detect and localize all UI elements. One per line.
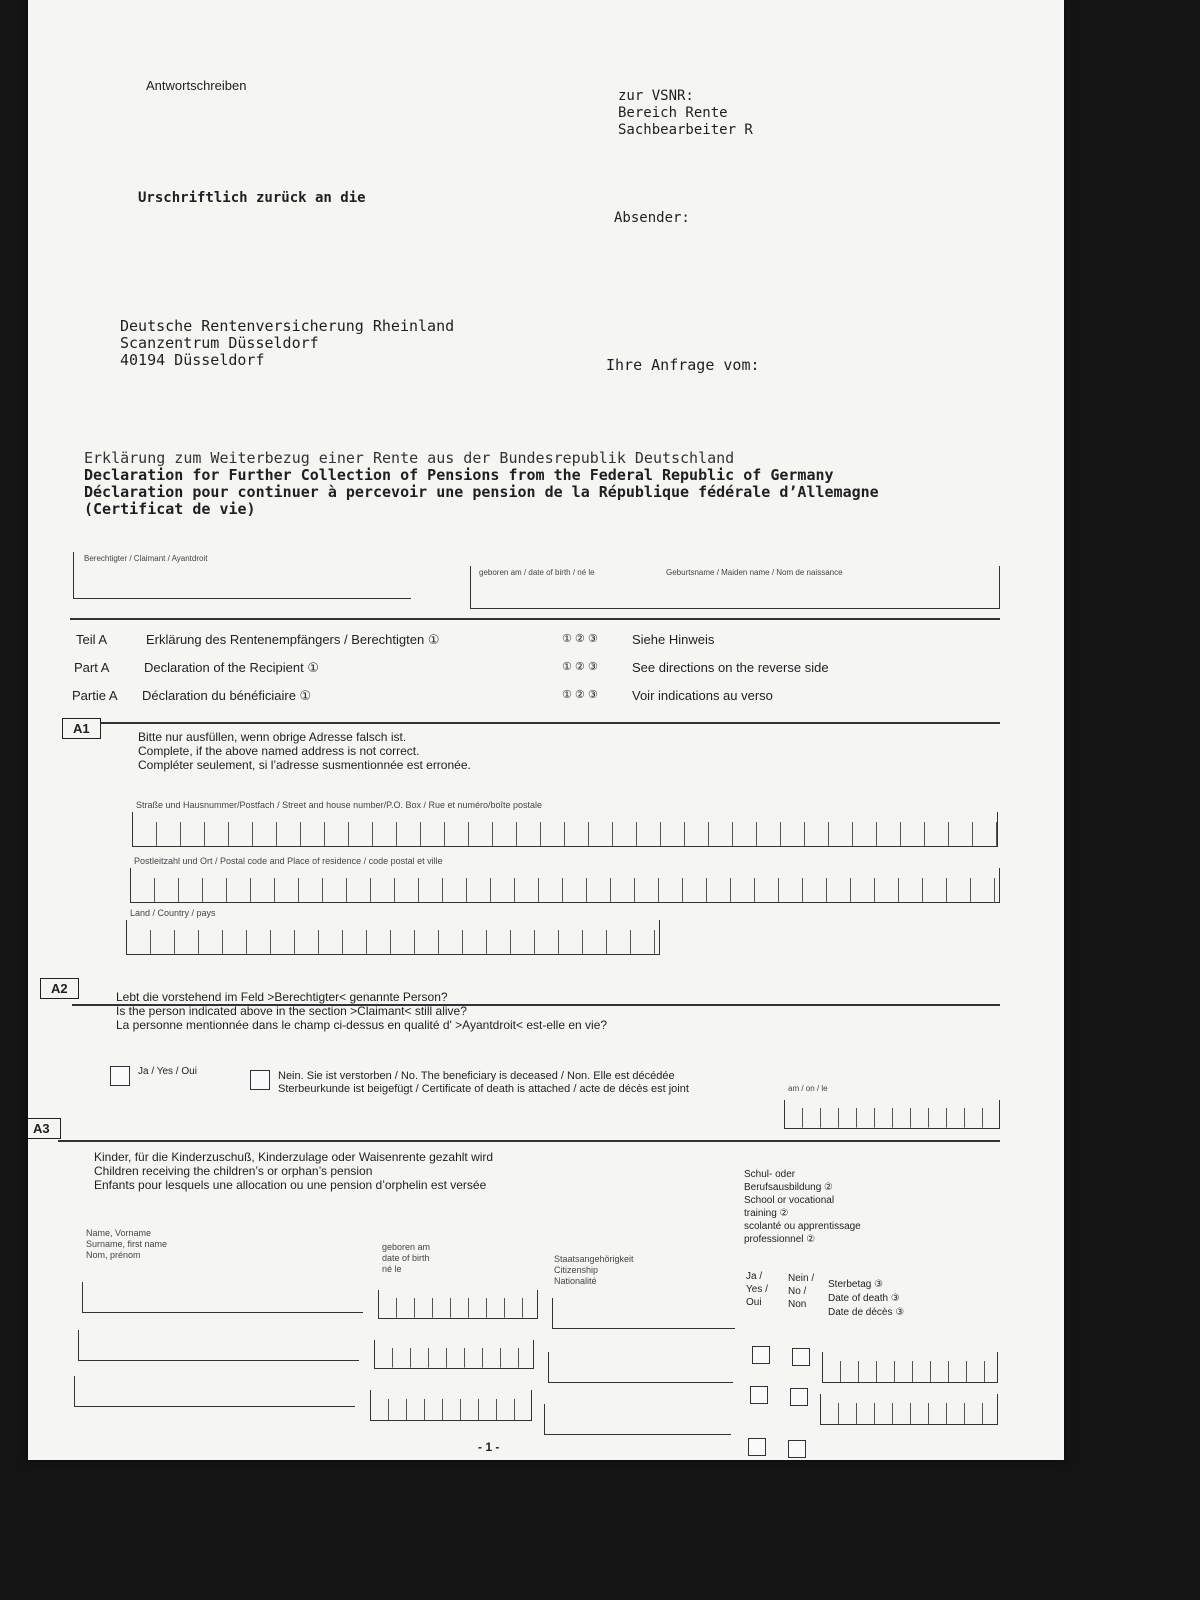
death-on-label: am / on / le [788, 1084, 828, 1093]
section-a1-label: A1 [62, 718, 101, 739]
col-name-line: Surname, first name [86, 1239, 168, 1249]
page-number: - 1 - [478, 1440, 500, 1454]
claimant-field[interactable] [73, 552, 411, 599]
col-yes-line: Yes / [746, 1284, 768, 1295]
vsnr-line: zur VSNR: [618, 88, 694, 104]
col-citizen-line: Staatsangehörigkeit [554, 1254, 634, 1264]
child-name-input[interactable] [74, 1376, 355, 1407]
part-a-text: Declaration of the Recipient ① [144, 660, 319, 675]
title-fr-sub: (Certificat de vie) [84, 500, 256, 518]
part-a-row [74, 660, 1004, 688]
title-en: Declaration for Further Collection of Pensions from the Federal Republic of Germany [84, 466, 834, 484]
part-a-text: Erklärung des Rentenempfängers / Berechtigten ① [146, 632, 440, 647]
a2-line: Lebt die vorstehend im Feld >Berechtigter< genannte Person? [116, 990, 448, 1004]
a1-instructions [138, 730, 471, 772]
divider [70, 618, 1000, 620]
vsnr-block [618, 88, 753, 139]
part-a-tag: Teil A [76, 632, 108, 647]
a2-line: La personne mentionnée dans le champ ci-dessus en qualité d' >Ayantdroit< est-elle en vie? [116, 1018, 608, 1032]
alive-no-label [278, 1070, 689, 1096]
part-a-tag: Part A [74, 660, 110, 675]
col-no-line: Nein / [788, 1273, 815, 1284]
a3-line: Children receiving the children’s or orphan’s pension [94, 1164, 373, 1178]
school-line: professionnel ② [744, 1234, 816, 1245]
col-name-line: Nom, prénom [86, 1250, 141, 1260]
part-a-row [74, 688, 1004, 716]
child-citizenship-input[interactable] [552, 1298, 735, 1329]
title-fr: Déclaration pour continuer à percevoir une pension de la République fédérale d’Allemagne [84, 483, 879, 501]
alive-yes-label: Ja / Yes / Oui [138, 1066, 197, 1077]
dob-maiden-field[interactable] [470, 566, 1000, 609]
col-yes-header [746, 1270, 768, 1309]
claimant-label: Berechtigter / Claimant / Ayantdroit [84, 554, 208, 563]
col-yes-line: Oui [746, 1297, 762, 1308]
child-name-input[interactable] [78, 1330, 359, 1361]
col-death-line: Date de décès ③ [828, 1307, 905, 1318]
col-no-header [788, 1272, 814, 1311]
part-a-text: Déclaration du bénéficiaire ① [142, 688, 312, 703]
col-dob-header [382, 1242, 430, 1275]
address-line: Deutsche Rentenversicherung Rheinland [120, 317, 455, 335]
part-a-hint: See directions on the reverse side [632, 660, 829, 675]
divider [58, 1140, 1000, 1142]
part-a-block [74, 632, 1004, 716]
child-dob-input[interactable] [370, 1390, 532, 1421]
reply-title: Antwortschreiben [146, 78, 247, 93]
street-label: Straße und Hausnummer/Postfach / Street and house number/P.O. Box / Rue et numéro/boîte postale [136, 800, 543, 810]
school-no-checkbox[interactable] [792, 1348, 810, 1366]
school-no-checkbox[interactable] [788, 1440, 806, 1458]
col-dob-line: date of birth [382, 1253, 430, 1263]
school-line: scolanté ou apprentissage [744, 1221, 861, 1232]
street-input[interactable] [132, 812, 998, 847]
school-training-header [744, 1168, 861, 1246]
part-a-hint: Siehe Hinweis [632, 632, 715, 647]
child-death-date-input[interactable] [820, 1394, 998, 1425]
country-label: Land / Country / pays [130, 908, 216, 918]
child-death-date-input[interactable] [822, 1352, 998, 1383]
dob-label: geboren am / date of birth / né le [479, 568, 595, 577]
col-no-line: Non [788, 1299, 807, 1310]
child-citizenship-input[interactable] [548, 1352, 733, 1383]
postal-city-input[interactable] [130, 868, 1000, 903]
col-dob-line: né le [382, 1264, 402, 1274]
no-line: Nein. Sie ist verstorben / No. The beneficiary is deceased / Non. Elle est décédée [278, 1070, 675, 1082]
a2-question [116, 990, 607, 1032]
col-citizen-line: Nationalité [554, 1276, 597, 1286]
school-yes-checkbox[interactable] [750, 1386, 768, 1404]
postal-label: Postleitzahl und Ort / Postal code and Place of residence / code postal et ville [134, 856, 443, 866]
school-line: Berufsausbildung ② [744, 1182, 834, 1193]
title-de: Erklärung zum Weiterbezug einer Rente aus der Bundesrepublik Deutschland [84, 449, 735, 467]
a1-line: Bitte nur ausfüllen, wenn obrige Adresse falsch ist. [138, 730, 407, 744]
country-input[interactable] [126, 920, 660, 955]
footnote-marks: ① ② ③ [562, 661, 598, 673]
part-a-tag: Partie A [72, 688, 118, 703]
a1-line: Compléter seulement, si l’adresse susmentionnée est erronée. [138, 758, 471, 772]
address-line: Scanzentrum Düsseldorf [120, 334, 319, 352]
return-to-label: Urschriftlich zurück an die [138, 190, 366, 206]
maiden-name-label: Geburtsname / Maiden name / Nom de naissance [666, 568, 843, 577]
part-a-hint: Voir indications au verso [632, 688, 773, 703]
section-a2-label: A2 [40, 978, 79, 999]
child-dob-input[interactable] [378, 1290, 538, 1319]
school-line: training ② [744, 1208, 789, 1219]
child-citizenship-input[interactable] [544, 1404, 731, 1435]
alive-no-checkbox[interactable] [250, 1070, 270, 1090]
form-page [28, 0, 1064, 1460]
footnote-marks: ① ② ③ [562, 633, 598, 645]
divider [72, 722, 1000, 724]
address-line: 40194 Düsseldorf [120, 351, 265, 369]
recipient-address [120, 318, 454, 369]
col-death-header [828, 1278, 904, 1320]
col-dob-line: geboren am [382, 1242, 431, 1252]
a3-line: Enfants pour lesquels une allocation ou une pension d’orphelin est versée [94, 1178, 487, 1192]
inquiry-date-label: Ihre Anfrage vom: [606, 356, 760, 374]
school-line: School or vocational [744, 1195, 835, 1206]
vsnr-line: Bereich Rente [618, 105, 728, 121]
section-a3-label: A3 [28, 1118, 61, 1139]
sender-label: Absender: [614, 210, 690, 226]
form-title [84, 450, 879, 518]
footnote-marks: ① ② ③ [562, 689, 598, 701]
col-citizenship-header [554, 1254, 634, 1287]
school-yes-checkbox[interactable] [752, 1346, 770, 1364]
a1-line: Complete, if the above named address is not correct. [138, 744, 420, 758]
a2-line: Is the person indicated above in the section >Claimant< still alive? [116, 1004, 467, 1018]
col-death-line: Sterbetag ③ [828, 1279, 884, 1290]
child-name-input[interactable] [82, 1282, 363, 1313]
a3-description [94, 1150, 493, 1192]
school-yes-checkbox[interactable] [748, 1438, 766, 1456]
col-name-line: Name, Vorname [86, 1228, 152, 1238]
part-a-row [74, 632, 1004, 660]
col-citizen-line: Citizenship [554, 1265, 599, 1275]
col-death-line: Date of death ③ [828, 1293, 900, 1304]
school-no-checkbox[interactable] [790, 1388, 808, 1406]
school-line: Schul- oder [744, 1169, 796, 1180]
col-name-header [86, 1228, 167, 1261]
no-line: Sterbeurkunde ist beigefügt / Certificate of death is attached / acte de décès est joint [278, 1083, 689, 1095]
col-no-line: No / [788, 1286, 807, 1297]
alive-yes-checkbox[interactable] [110, 1066, 130, 1086]
a3-line: Kinder, für die Kinderzuschuß, Kinderzulage oder Waisenrente gezahlt wird [94, 1150, 494, 1164]
death-date-input[interactable] [784, 1100, 1000, 1129]
vsnr-line: Sachbearbeiter R [618, 122, 753, 138]
col-yes-line: Ja / [746, 1271, 763, 1282]
child-dob-input[interactable] [374, 1340, 534, 1369]
